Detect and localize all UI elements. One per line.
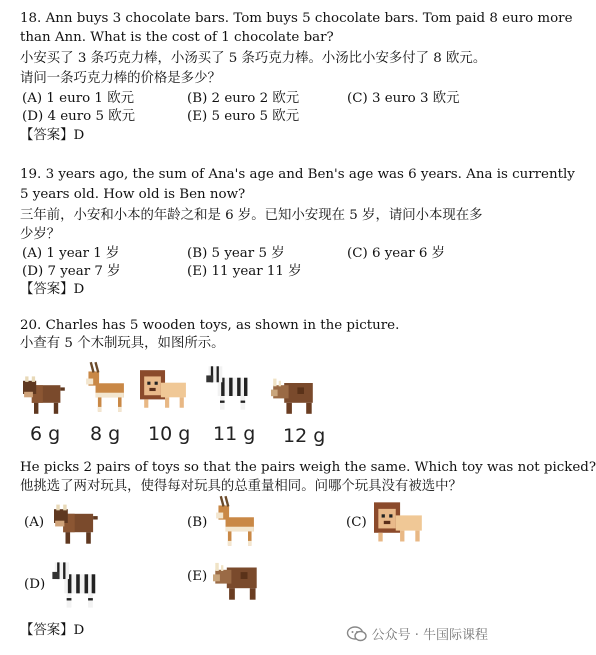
- q19-option-e[interactable]: (E) 11 year 11 岁: [187, 264, 302, 279]
- q18-zh-line2: 请问一条巧克力棒的价格是多少？: [20, 71, 221, 86]
- q19-option-d[interactable]: (D) 7 year 7 岁: [22, 264, 121, 279]
- q19-number: 19.: [20, 167, 42, 182]
- lion-toy-icon: [140, 368, 188, 412]
- zebra-toy-icon[interactable]: [52, 560, 98, 610]
- q20-zh-line2: 他挑选了两对玩具，使得每对玩具的总重量相同。问哪个玩具没有被选中？: [20, 479, 462, 494]
- q18-line1: [20, 10, 573, 27]
- weight-antelope: 8 g: [90, 423, 121, 445]
- q19-line1: [20, 166, 575, 183]
- q18-en-line2: than Ann. What is the cost of 1 chocolate bar?: [20, 30, 334, 45]
- bison-toy-icon[interactable]: [52, 500, 102, 546]
- antelope-toy-icon: [82, 362, 128, 414]
- q19-option-b[interactable]: (B) 5 year 5 岁: [187, 246, 285, 261]
- q20-en-line2: He picks 2 pairs of toys so that the pairs weigh the same. Which toy was not picked?: [20, 460, 596, 475]
- q18-option-c[interactable]: (C) 3 euro 3 欧元: [347, 91, 460, 106]
- zebra-toy-icon: [206, 364, 250, 412]
- q18-number: 18.: [20, 11, 42, 26]
- q20-option-e-label[interactable]: (E): [187, 569, 208, 584]
- q18-option-d[interactable]: (D) 4 euro 5 欧元: [22, 109, 136, 124]
- q19-option-a[interactable]: (A) 1 year 1 岁: [22, 246, 120, 261]
- q19-option-c[interactable]: (C) 6 year 6 岁: [347, 246, 446, 261]
- q19-en-line2: 5 years old. How old is Ben now?: [20, 187, 246, 202]
- bison-toy-icon: [22, 372, 68, 416]
- q19-en-line1: 3 years ago, the sum of Ana's age and Ben's age was 6 years. Ana is currently: [45, 167, 575, 182]
- q18-option-e[interactable]: (E) 5 euro 5 欧元: [187, 109, 300, 124]
- rhino-toy-icon: [268, 372, 318, 416]
- watermark: [347, 624, 488, 643]
- q20-number: 20.: [20, 318, 42, 333]
- weight-lion: 10 g: [148, 423, 191, 445]
- q20-option-c-label[interactable]: (C): [346, 515, 367, 530]
- q20-option-d-label[interactable]: (D): [24, 577, 46, 592]
- q19-answer: 【答案】D: [20, 282, 85, 297]
- lion-toy-icon[interactable]: [374, 500, 424, 546]
- wechat-icon: [347, 626, 367, 642]
- q18-zh-line1: 小安买了 3 条巧克力棒，小汤买了 5 条巧克力棒。小汤比小安多付了 8 欧元。: [20, 51, 487, 66]
- weight-zebra: 11 g: [213, 423, 256, 445]
- antelope-toy-icon[interactable]: [212, 496, 258, 548]
- q20-zh-line1: 小查有 5 个木制玩具，如图所示。: [20, 336, 225, 351]
- q19-zh-line1: 三年前，小安和小本的年龄之和是 6 岁。已知小安现在 5 岁，请问小本现在多: [20, 208, 483, 223]
- q19-zh-line2: 少岁？: [20, 227, 61, 242]
- weight-bison: 6 g: [30, 423, 61, 445]
- q18-option-a[interactable]: (A) 1 euro 1 欧元: [22, 91, 134, 106]
- q18-en-line1: Ann buys 3 chocolate bars. Tom buys 5 chocolate bars. Tom paid 8 euro more: [45, 11, 573, 26]
- q20-line1: [20, 317, 399, 334]
- weight-rhino: 12 g: [283, 425, 326, 447]
- q18-answer: 【答案】D: [20, 128, 85, 143]
- rhino-toy-icon[interactable]: [210, 556, 262, 602]
- q20-option-b-label[interactable]: (B): [187, 515, 208, 530]
- q20-option-a-label[interactable]: (A): [24, 515, 45, 530]
- watermark-text: 公众号 · 牛国际课程: [371, 628, 488, 643]
- q18-option-b[interactable]: (B) 2 euro 2 欧元: [187, 91, 300, 106]
- q20-en-line1: Charles has 5 wooden toys, as shown in the picture.: [45, 318, 400, 333]
- q20-answer: 【答案】D: [20, 623, 85, 638]
